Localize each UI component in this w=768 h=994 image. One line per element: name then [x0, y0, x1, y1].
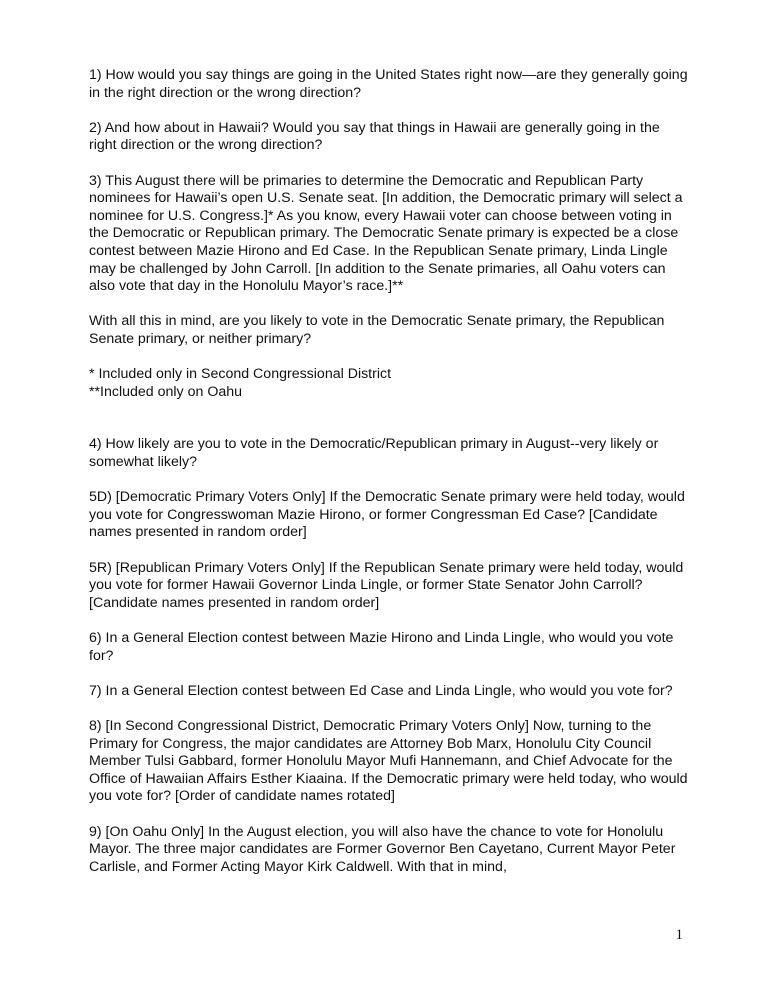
page-number: 1	[675, 927, 683, 943]
question-1: 1) How would you say things are going in the United States right now—are they generally going in the right direction or the wrong direction?	[89, 67, 688, 101]
footnote-oahu: **Included only on Oahu	[89, 383, 243, 400]
question-4: 4) How likely are you to vote in the Democratic/Republican primary in August--very likely or somewhat likely?	[89, 436, 659, 471]
question-9: 9) [On Oahu Only] In the August election, you will also have the chance to vote for Honolulu Mayor. The three major candidates are Former Governor Ben Cayetano, Current Mayor Peter Carlisle, and Former Acting Mayor Kirk Caldwell. With that in mind,	[89, 823, 676, 875]
document-body	[89, 67, 689, 894]
question-5d: 5D) [Democratic Primary Voters Only] If the Democratic Senate primary were held today, would you vote for Congresswoman Mazie Hirono, or former Congressman Ed Case? [Candidate names presented in random order]	[89, 489, 685, 541]
question-7: 7) In a General Election contest between Ed Case and Linda Lingle, who would you vote for?	[89, 682, 673, 699]
question-2: 2) And how about in Hawaii? Would you say that things in Hawaii are generally going in the right direction or the wrong direction?	[89, 119, 660, 154]
question-3-prompt: With all this in mind, are you likely to vote in the Democratic Senate primary, the Republican Senate primary, or neither primary?	[89, 313, 665, 347]
question-5r: 5R) [Republican Primary Voters Only] If the Republican Senate primary were held today, would you vote for former Hawaii Governor Linda Lingle, or former State Senator John Carroll? [Candidate names presented in random order]	[89, 559, 684, 611]
footnote-second-district: * Included only in Second Congressional District	[89, 366, 392, 383]
question-3-intro: 3) This August there will be primaries to determine the Democratic and Republican Party nominees for Hawaii’s open U.S. Senate seat. [In addition, the Democratic primary will select a nominee for U.S. Congress.]* As you know, every Hawaii voter can choose between voting in the Democratic or Republican primary. The Democratic Senate primary is expected be a close contest between Mazie Hirono and Ed Case. In the Republican Senate primary, Linda Lingle may be challenged by John Carroll. [In addition to the Senate primaries, all Oahu voters can also vote that day in the Honolulu Mayor’s race.]**	[89, 172, 683, 295]
question-8: 8) [In Second Congressional District, Democratic Primary Voters Only] Now, turning to the Primary for Congress, the major candidates are Attorney Bob Marx, Honolulu City Council Member Tulsi Gabbard, former Honolulu Mayor Mufi Hannemann, and Chief Advocate for the Office of Hawaiian Affairs Esther Kiaaina. If the Democratic primary were held today, who would you vote for? [Order of candidate names rotated]	[89, 717, 688, 805]
question-6: 6) In a General Election contest between Mazie Hirono and Linda Lingle, who would you vote for?	[89, 630, 674, 664]
